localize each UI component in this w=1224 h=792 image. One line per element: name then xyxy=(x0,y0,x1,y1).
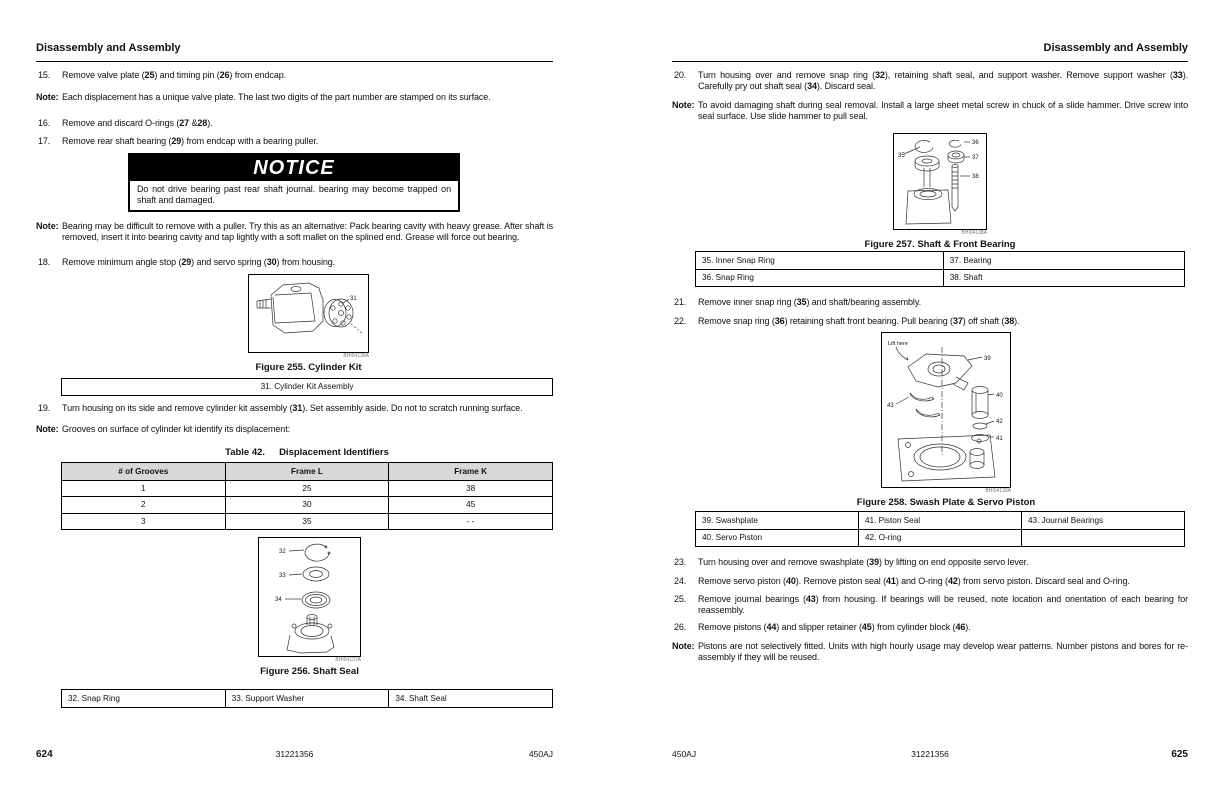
figure-257 xyxy=(864,133,1016,250)
note-text: Bearing may be difficult to remove with a puller. Try this as an alternative: Pack bearing cavity with heavy grease. After shaft is removed, insert it into bearing cavity and tap lightly with a soft mallet on the splined end. Grease will force out bearing. xyxy=(62,221,553,243)
table-row xyxy=(696,529,1185,547)
figure-257-box xyxy=(893,133,987,230)
figure-256 xyxy=(258,537,361,677)
table-cell: 25 xyxy=(225,480,389,497)
table-cell: 35. Inner Snap Ring xyxy=(696,252,944,270)
note-text: Grooves on surface of cylinder kit identify its displacement: xyxy=(62,424,291,434)
figure-258-code: BHI04139A xyxy=(985,488,1011,494)
step-25 xyxy=(674,594,1188,616)
notice-body: Do not drive bearing past rear shaft journal. bearing may become trapped on shaft and damaged. xyxy=(137,184,451,205)
part-label-39: 39 xyxy=(984,356,991,362)
table-cell: 38. Shaft xyxy=(943,269,1184,287)
step-text: Turn housing over and remove snap ring (32), retaining shaft seal, and support washer. Remove support washer (33). Carefully pry out shaft seal (34). Discard seal. xyxy=(698,70,1188,92)
note xyxy=(672,641,1188,663)
note xyxy=(36,221,553,243)
shaft-seal-drawing xyxy=(259,538,360,654)
step-text: Remove pistons (44) and slipper retainer (45) from cylinder block (46). xyxy=(698,622,971,632)
page-number: 624 xyxy=(36,749,53,760)
shaft-front-bearing-drawing xyxy=(894,134,986,227)
swash-plate-servo-piston-drawing xyxy=(882,333,1010,485)
step-number: 16. xyxy=(38,118,51,128)
step-text: Remove valve plate (25) and timing pin (26) from endcap. xyxy=(62,70,287,80)
step-number: 25. xyxy=(674,594,687,604)
step-21 xyxy=(674,297,1188,308)
table-cell: 39. Swashplate xyxy=(696,512,859,530)
page-footer-left xyxy=(36,749,553,761)
step-text: Remove inner snap ring (35) and shaft/bearing assembly. xyxy=(698,297,921,307)
table-cell: 3 xyxy=(62,513,226,530)
table-cell: 41. Piston Seal xyxy=(859,512,1022,530)
figure-255-box xyxy=(248,274,369,353)
figure-255-caption: Figure 255. Cylinder Kit xyxy=(255,362,362,373)
step-number: 15. xyxy=(38,70,51,80)
part-label-33: 33 xyxy=(279,573,286,579)
table-cell: 1 xyxy=(62,480,226,497)
step-text: Turn housing over and remove swashplate (39) by lifting on end opposite servo lever. xyxy=(698,557,1029,567)
table-row xyxy=(62,513,553,530)
page-right xyxy=(672,0,1188,792)
lift-here-label: Lift here xyxy=(888,341,908,347)
step-number: 21. xyxy=(674,297,687,307)
table-cell: 35 xyxy=(225,513,389,530)
table-cell: 42. O-ring xyxy=(859,529,1022,547)
table-swash-plate-parts xyxy=(695,511,1185,547)
part-label-40: 40 xyxy=(996,393,1003,399)
table-cylinder-kit xyxy=(61,378,553,396)
figure-258-box xyxy=(881,332,1011,488)
step-number: 24. xyxy=(674,576,687,586)
table-cell: 37. Bearing xyxy=(943,252,1184,270)
document-number: 31221356 xyxy=(911,749,949,759)
step-26 xyxy=(674,622,1188,633)
table-cell: 33. Support Washer xyxy=(225,690,389,708)
step-number: 20. xyxy=(674,70,687,80)
table-42-title xyxy=(61,447,553,458)
note-text: Each displacement has a unique valve plate. The last two digits of the part number are stamped on its surface. xyxy=(62,92,491,102)
note-label: Note: xyxy=(672,641,695,651)
table-cell: 30 xyxy=(225,497,389,514)
figure-255-code: BHI04136A xyxy=(343,353,369,359)
part-label-32: 32 xyxy=(279,549,286,555)
table-shaft-seal-parts xyxy=(61,689,553,708)
document-number: 31221356 xyxy=(275,749,314,759)
figure-257-caption: Figure 257. Shaft & Front Bearing xyxy=(864,239,1016,250)
table-42-label: Table 42. xyxy=(225,447,266,458)
page-number: 625 xyxy=(1171,749,1188,760)
note-label: Note: xyxy=(36,424,59,434)
step-16 xyxy=(38,118,553,129)
figure-257-code: BHI04138A xyxy=(961,230,987,236)
table-cell: 45 xyxy=(389,497,553,514)
table-row xyxy=(62,690,553,708)
table-cell: 31. Cylinder Kit Assembly xyxy=(62,379,553,396)
part-label-35: 35 xyxy=(898,153,905,159)
step-text: Remove and discard O-rings (27 &28). xyxy=(62,118,213,128)
table-header: Frame K xyxy=(389,463,553,481)
part-label-41: 41 xyxy=(996,436,1003,442)
step-text: Remove minimum angle stop (29) and servo spring (30) from housing. xyxy=(62,257,336,267)
part-label-36: 36 xyxy=(972,140,979,146)
notice-title: NOTICE xyxy=(130,155,458,181)
step-24 xyxy=(674,576,1188,587)
table-42-name: Displacement Identifiers xyxy=(279,447,389,458)
part-label-31: 31 xyxy=(350,296,357,302)
notice-box xyxy=(128,153,460,212)
table-row xyxy=(62,480,553,497)
part-label-42: 42 xyxy=(996,419,1003,425)
page-footer-right xyxy=(672,749,1188,761)
note-label: Note: xyxy=(36,221,59,231)
step-number: 17. xyxy=(38,136,51,146)
step-15 xyxy=(38,70,553,81)
table-cell: - - xyxy=(389,513,553,530)
page-left xyxy=(36,0,553,792)
step-20 xyxy=(674,70,1188,92)
table-header: Frame L xyxy=(225,463,389,481)
note-label: Note: xyxy=(672,100,695,110)
step-text: Remove snap ring (36) retaining shaft front bearing. Pull bearing (37) off shaft (38). xyxy=(698,316,1020,326)
step-text: Turn housing on its side and remove cylinder kit assembly (31). Set assembly aside. Do not to scratch running surface. xyxy=(62,403,523,413)
table-cell: 38 xyxy=(389,480,553,497)
figure-258-caption: Figure 258. Swash Plate & Servo Piston xyxy=(856,497,1036,508)
part-label-34: 34 xyxy=(275,597,282,603)
table-cell: 34. Shaft Seal xyxy=(389,690,553,708)
step-number: 22. xyxy=(674,316,687,326)
table-cell: 40. Servo Piston xyxy=(696,529,859,547)
figure-256-box xyxy=(258,537,361,657)
figure-256-code: BHI04137A xyxy=(335,657,361,663)
table-cell: 43. Journal Bearings xyxy=(1022,512,1185,530)
part-label-38: 38 xyxy=(972,174,979,180)
table-shaft-front-bearing-parts xyxy=(695,251,1185,287)
page-header-right xyxy=(672,42,1188,62)
model-number: 450AJ xyxy=(672,749,697,759)
step-text: Remove journal bearings (43) from housing. If bearings will be reused, note location and orientation of each bearing for reassembly. xyxy=(698,594,1188,616)
step-text: Remove servo piston (40). Remove piston seal (41) and O-ring (42) from servo piston. Discard seal and O-ring. xyxy=(698,576,1130,586)
table-row xyxy=(696,252,1185,270)
figure-258 xyxy=(856,332,1036,508)
step-17 xyxy=(38,136,553,147)
page-header-left xyxy=(36,42,553,62)
step-22 xyxy=(674,316,1188,327)
figure-255 xyxy=(248,274,369,373)
table-cell: 2 xyxy=(62,497,226,514)
table-displacement-identifiers xyxy=(61,462,553,530)
part-label-43: 43 xyxy=(887,403,894,409)
step-number: 23. xyxy=(674,557,687,567)
note xyxy=(36,424,553,435)
cylinder-kit-drawing xyxy=(249,275,368,350)
section-title: Disassembly and Assembly xyxy=(1043,42,1188,54)
table-cell xyxy=(1022,529,1185,547)
step-number: 18. xyxy=(38,257,51,267)
note-text: Pistons are not selectively fitted. Units with high hourly usage may develop wear patterns. Number pistons and bores for re-assembly if they will be reused. xyxy=(698,641,1188,663)
model-number: 450AJ xyxy=(528,749,553,759)
step-number: 26. xyxy=(674,622,687,632)
section-title: Disassembly and Assembly xyxy=(36,42,181,54)
table-header: # of Grooves xyxy=(62,463,226,481)
part-label-37: 37 xyxy=(972,155,979,161)
step-18 xyxy=(38,257,553,268)
note-label: Note: xyxy=(36,92,59,102)
note xyxy=(672,100,1188,122)
note-text: To avoid damaging shaft during seal removal. Install a large sheet metal screw in chuck of a slide hammer. Drive screw into seal surface. Use slide hammer to pull seal. xyxy=(698,100,1188,122)
step-23 xyxy=(674,557,1188,568)
figure-256-caption: Figure 256. Shaft Seal xyxy=(260,666,359,677)
table-row xyxy=(696,269,1185,287)
table-row xyxy=(696,512,1185,530)
table-cell: 36. Snap Ring xyxy=(696,269,944,287)
step-number: 19. xyxy=(38,403,51,413)
step-19 xyxy=(38,403,553,414)
table-row xyxy=(62,497,553,514)
note xyxy=(36,92,553,103)
step-text: Remove rear shaft bearing (29) from endcap with a bearing puller. xyxy=(62,136,319,146)
table-cell: 32. Snap Ring xyxy=(62,690,226,708)
